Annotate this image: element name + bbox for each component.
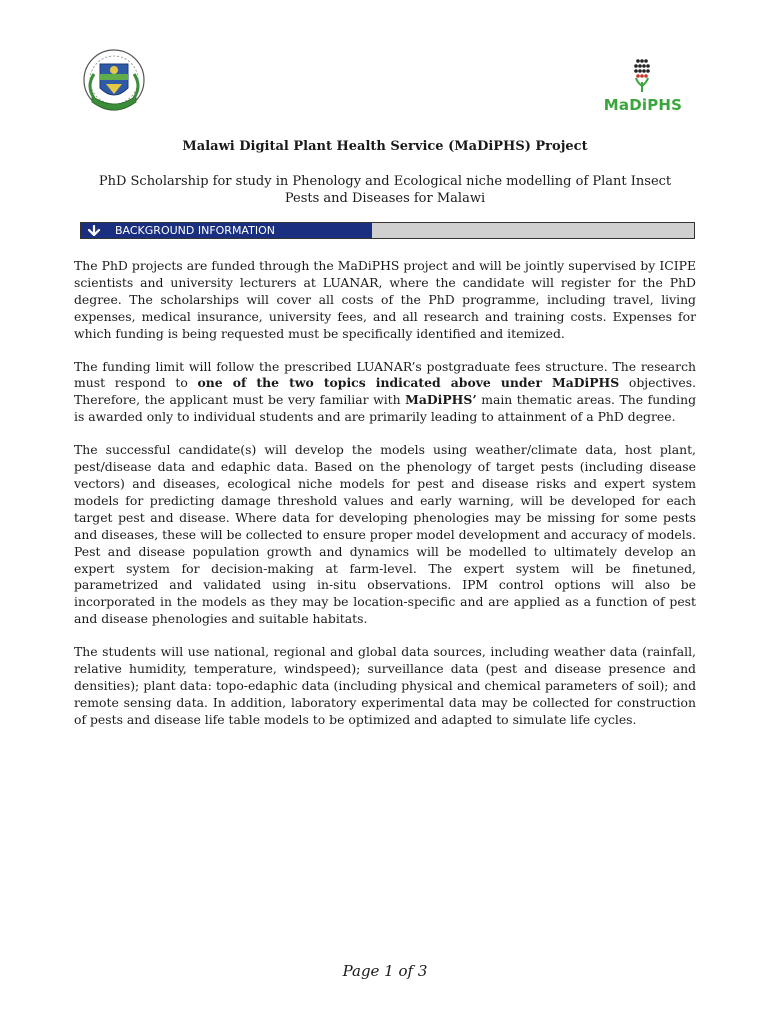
paragraph-1: The PhD projects are funded through the MaDiPHS project and will be jointly supervised by ICIPE scientists and university lecturers at LUANAR, where the candidate will register for the PhD degree. The scholarships will cover all costs of the PhD programme, including travel, living expenses, medical insurance, university fees, and all research and training costs. Expenses for which funding is being requested must be specifically identified and itemized. — [74, 258, 696, 341]
arrow-down-icon — [81, 223, 107, 238]
paragraph-2 — [74, 359, 696, 427]
page-number: Page 1 of 3 — [342, 962, 428, 980]
section-bar-filler — [371, 223, 694, 238]
luanar-crest-logo — [78, 44, 150, 120]
paragraph-3: The successful candidate(s) will develop the models using weather/climate data, host plant, pest/disease data and edaphic data. Based on the phenology of target pests (including disease vectors) and diseases, ecological niche models for pest and disease risks and expert system models for predicting damage threshold values and early warning, will be developed for each target pest and disease. Where data for developing phenologies may be missing for some pests and diseases, these will be collected to ensure proper model development and accuracy of models. Pest and disease population growth and dynamics will be modelled to ultimately develop an expert system for decision-making at farm-level. The expert system will be finetuned, parametrized and validated using in-situ observations. IPM control options will also be incorporated in the models as they may be location-specific and are applied as a function of pest and disease phenologies and suitable habitats. — [74, 442, 696, 627]
paragraph-2-part-a: The funding limit will follow the prescribed LUANAR’s postgraduate fees structure. The research must respond to — [74, 358, 696, 391]
document-subtitle: PhD Scholarship for study in Phenology and Ecological niche modelling of Plant Insect Pests and Diseases for Malawi — [98, 174, 672, 206]
section-label: BACKGROUND INFORMATION — [107, 223, 371, 238]
madiphs-logo-text: MaDiPHS — [603, 96, 683, 114]
paragraph-2-bold-topics: one of the two topics indicated above under MaDiPHS — [197, 375, 620, 391]
paragraph-2-bold-madiphs: MaDiPHS’ — [405, 392, 477, 408]
document-title: Malawi Digital Plant Health Service (MaDiPHS) Project — [182, 139, 588, 154]
body-content — [74, 258, 696, 745]
paragraph-4: The students will use national, regional and global data sources, including weather data (rainfall, relative humidity, temperature, windspeed); surveillance data (pest and disease presence and densities); plant data: topo-edaphic data (including physical and chemical parameters of soil); and remote sensing data. In addition, laboratory experimental data may be collected for construction of pests and disease life table models to be optimized and adapted to simulate life cycles. — [74, 644, 696, 727]
paragraph-2-part-e: main thematic areas. The funding is awarded only to individual students and are primarily leading to attainment of a PhD degree. — [74, 392, 696, 425]
paragraph-2-part-c: objectives. Therefore, the applicant must be very familiar with — [74, 375, 696, 408]
madiphs-logo — [596, 58, 690, 118]
section-header-bar — [80, 222, 695, 239]
madiphs-dots-icon — [632, 58, 652, 92]
